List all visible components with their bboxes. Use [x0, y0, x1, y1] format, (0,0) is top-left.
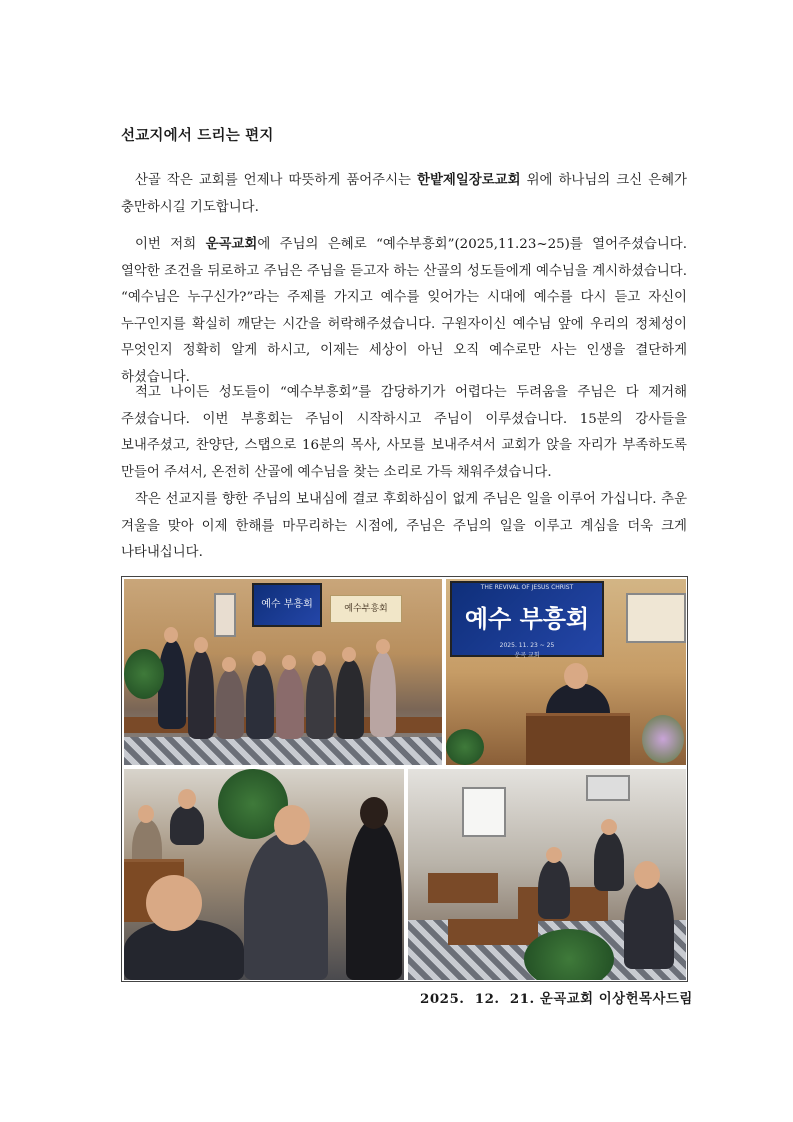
hanging-scroll: [214, 593, 236, 637]
photo-collage: [121, 576, 688, 982]
revival-screen: [450, 581, 604, 657]
person: [624, 879, 674, 969]
revival-banner: 예수부흥회: [330, 595, 402, 623]
person-head: [178, 789, 196, 809]
paragraph-revival: [121, 231, 687, 391]
person-head: [546, 847, 562, 863]
paragraph-greeting: [121, 167, 687, 221]
plant: [524, 929, 614, 980]
person: [336, 659, 364, 739]
tiled-floor: [124, 737, 442, 765]
person-head: [282, 655, 296, 670]
person: [538, 859, 570, 919]
flowers: [642, 715, 684, 763]
screen-title: 예수 부흥회: [464, 605, 590, 633]
plant: [446, 729, 484, 765]
person-head: [634, 861, 660, 889]
flower-picture: [626, 593, 686, 643]
person: [216, 669, 244, 739]
window: [462, 787, 506, 837]
person-head: [342, 647, 356, 662]
screen-subtitle: THE REVIVAL OF JESUS CHRIST: [480, 584, 574, 591]
wall-sign: [586, 775, 630, 801]
screen-church: 운곡 교회: [514, 652, 540, 659]
person: [170, 805, 204, 845]
person: [276, 667, 304, 739]
singer-male: [244, 833, 328, 980]
letter-title: 선교지에서 드리는 편지: [121, 127, 274, 144]
singer-female: [346, 819, 402, 980]
person-head: [312, 651, 326, 666]
revival-text-a: 이번 저희: [135, 237, 206, 252]
worship-team-photo: [124, 769, 404, 980]
person-head: [601, 819, 617, 835]
person: [370, 651, 396, 737]
preacher-photo: [446, 579, 686, 765]
church-name-hanbat: 한밭제일장로교회: [417, 172, 521, 188]
pew: [448, 919, 538, 945]
singer-front-head: [146, 875, 202, 931]
singer-male-head: [274, 805, 310, 845]
person: [246, 663, 274, 739]
person-head: [138, 805, 154, 823]
projection-screen: 예수 부흥회: [252, 583, 322, 627]
person: [594, 831, 624, 891]
group-photo: [124, 579, 442, 765]
singer-female-head: [360, 797, 388, 829]
signature-line: 2025. 12. 21. 운곡교회 이상헌목사드림: [420, 991, 693, 1007]
greeting-text-c: 위에 하나님의 크신 은혜가 충만하시길 기도합니다.: [121, 173, 687, 215]
pew: [428, 873, 498, 903]
greeting-text-a: 산골 작은 교회를 언제나 따뜻하게 품어주시는: [135, 173, 418, 188]
person-head: [194, 637, 208, 653]
plant: [124, 649, 164, 699]
paragraph-closing: 작은 선교지를 향한 주님의 보내심에 결코 후회하심이 없게 주님은 일을 이루어 가십니다. 추운 겨울을 맞아 이제 한해를 마무리하는 시점에, 주님은 주님의 일을 이루고 계심을 더욱 크게 나타내십니다.: [121, 492, 687, 560]
pulpit: [526, 713, 630, 765]
congregation-photo: [408, 769, 686, 980]
person: [306, 663, 334, 739]
person-head: [252, 651, 266, 666]
person-head: [164, 627, 178, 643]
person-head: [222, 657, 236, 672]
paragraph-congregation: 적고 나이든 성도들이 “예수부흥회”를 감당하기가 어렵다는 두려움을 주님은 다 제거해 주셨습니다. 이번 부흥회는 주님이 시작하시고 주님이 이루셨습니다. 15분의 강사들을 보내주셨고, 찬양단, 스탭으로 16분의 목사, 사모를 보내주셔서 교회가 앉을 자리가 부족하도록 만들어 주셔서, 온전히 산골에 예수님을 찾는 소리로 가득 채워주셨습니다.: [121, 385, 687, 480]
preacher-head: [564, 663, 588, 689]
person-head: [376, 639, 390, 654]
revival-text-c: 에 주님의 은혜로 “예수부흥회”(2025,11.23~25)를 열어주셨습니다. 열악한 조건을 뒤로하고 주님은 주님을 듣고자 하는 산골의 성도들에게 예수님을 계시하셨습니다. “예수님은 누구신가?”라는 주제를 가지고 예수를 잊어가는 시대에 예수를 다시 듣고 자신이 누구인지를 확실히 깨닫는 시간을 허락해주셨습니다. 구원자이신 예수님 앞에 우리의 정체성이 무엇인지 정확히 알게 하시고, 이제는 세상이 아닌 오직 예수로만 사는 인생을 결단하게 하셨습니다.: [121, 237, 687, 385]
person: [188, 649, 214, 739]
screen-date: 2025. 11. 23 ~ 25: [499, 642, 555, 649]
church-name-ungok: 운곡교회: [205, 236, 258, 252]
